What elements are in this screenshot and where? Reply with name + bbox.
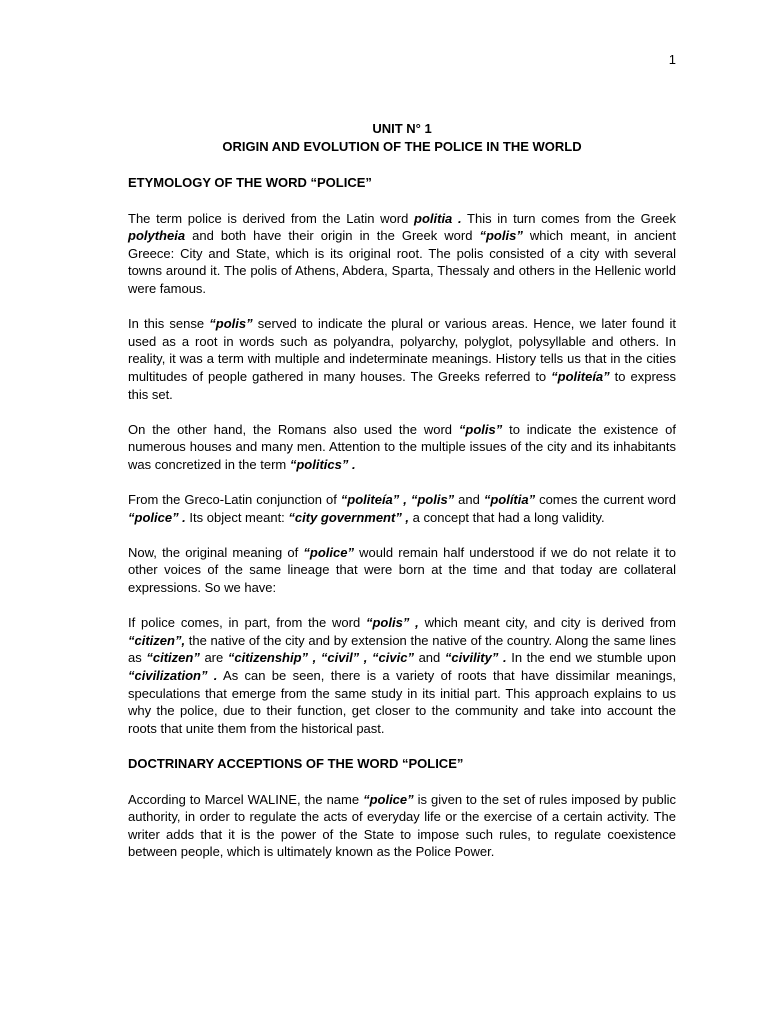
unit-title: ORIGIN AND EVOLUTION OF THE POLICE IN THE WORLD — [222, 139, 582, 154]
text-run: On the other hand, the Romans also used the word — [128, 421, 459, 437]
text-run: According to Marcel WALINE, the name — [128, 791, 364, 807]
emphasized-term: “politics” . — [289, 456, 356, 472]
paragraph — [128, 614, 676, 737]
emphasized-term: “civility” . — [444, 650, 507, 666]
emphasized-term: “polis” , — [365, 615, 419, 631]
text-run: to express this set. — [128, 368, 677, 402]
emphasized-term: “politeía” , “polis” — [340, 492, 455, 508]
emphasized-term: “citizenship” , “civil” , “civic” — [227, 650, 414, 666]
page-number: 1 — [668, 52, 676, 67]
text-run: the native of the city and by extension the native of the country. Along the same lines as — [128, 632, 676, 666]
paragraph — [128, 791, 676, 861]
text-run: If police comes, in part, from the word — [128, 615, 366, 631]
emphasized-term: “police” . — [128, 509, 186, 525]
emphasized-term: “police” — [303, 544, 354, 560]
text-run: comes the current word — [535, 492, 676, 508]
text-run: This in turn comes from the Greek — [461, 210, 677, 226]
unit-number: UNIT N° 1 — [372, 121, 432, 136]
emphasized-term: “polis” — [479, 228, 523, 244]
text-run: The term police is derived from the Latin word — [128, 210, 415, 226]
emphasized-term: “civilization” . — [128, 668, 218, 684]
text-run: and both have their origin in the Greek word — [185, 228, 480, 244]
text-run: Now, the original meaning of — [128, 544, 304, 560]
section-heading: ETYMOLOGY OF THE WORD “POLICE” — [128, 175, 372, 190]
document-body — [128, 120, 676, 861]
emphasized-term: “citizen”, — [128, 632, 186, 648]
text-run: which meant, in ancient Greece: City and State, which is its original root. The polis consisted of a city with several towns around it. The polis of Athens, Abdera, Sparta, Thessaly and others in the Hellenic world were famous. — [128, 228, 676, 296]
paragraph — [128, 210, 676, 298]
text-run: is given to the set of rules imposed by public authority, in order to regulate the acts of everyday life or the exercise of a certain activity. The writer adds that it is the power of the State to impose such rules, to regulate coexistence between people, which is ultimately known as the Police Power. — [128, 791, 676, 860]
emphasized-term: polytheia — [128, 228, 186, 244]
text-run: to indicate the existence of numerous houses and many men. Attention to the multiple issues of the city and its inhabitants was concretized in the term — [128, 421, 676, 472]
emphasized-term: “police” — [363, 791, 414, 807]
paragraph — [128, 544, 676, 597]
text-run: As can be seen, there is a variety of roots that have dissimilar meanings, speculations that emerge from the same study in its initial part. This approach explains to us why the police, due to their function, get closer to the community and take into account the roots that unite them from the historical past. — [128, 668, 676, 736]
emphasized-term: “polis” — [458, 421, 503, 437]
paragraph — [128, 315, 676, 403]
text-run: Its object meant: — [185, 509, 289, 525]
section-heading: DOCTRINARY ACCEPTIONS OF THE WORD “POLICE” — [128, 756, 464, 771]
text-run: which meant city, and city is derived from — [418, 615, 676, 631]
text-run: In this sense — [128, 316, 210, 332]
paragraph — [128, 491, 676, 526]
sections-container — [128, 174, 676, 861]
text-run: served to indicate the plural or various areas. Hence, we later found it used as a root in words such as polyandra, polyarchy, polyglot, polysyllable and others. In reality, it was a term with multiple and indeterminate meanings. History tells us that in the cities multitudes of people gathered in many houses. The Greeks referred to — [128, 316, 676, 384]
paragraph — [128, 421, 676, 474]
emphasized-term: “polítia” — [483, 492, 536, 508]
text-run: From the Greco-Latin conjunction of — [128, 492, 341, 508]
text-run: would remain half understood if we do not relate it to other voices of the same lineage that were born at the time and that today are collateral expressions. So we have: — [128, 544, 676, 596]
text-run: are — [199, 650, 228, 666]
emphasized-term: politia . — [414, 210, 462, 226]
emphasized-term: “polis” — [209, 316, 253, 332]
text-run: In the end we stumble upon — [506, 650, 676, 666]
text-run: and — [454, 492, 484, 508]
emphasized-term: “city government” , — [288, 509, 410, 525]
emphasized-term: “citizen” — [146, 650, 200, 666]
text-run: and — [413, 650, 445, 666]
text-run: a concept that had a long validity. — [409, 509, 605, 525]
emphasized-term: “politeía” — [551, 368, 610, 384]
